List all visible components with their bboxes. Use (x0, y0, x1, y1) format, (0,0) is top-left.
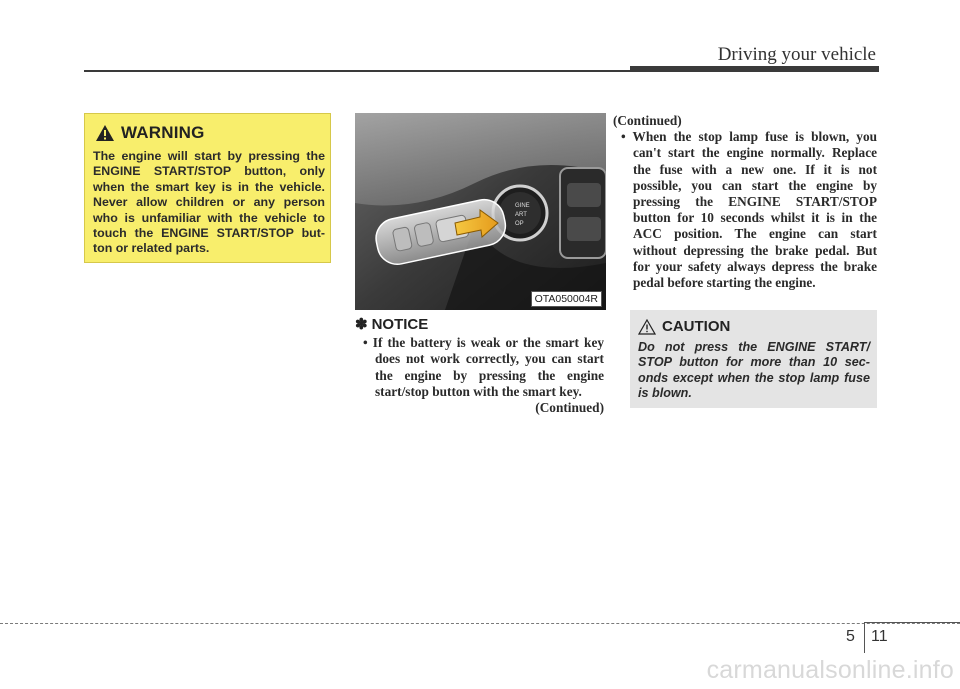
notice-heading (355, 315, 428, 333)
photo-caption: OTA050004R (531, 291, 602, 307)
caution-text: Do not press the ENGINE START/ STOP button for more than 10 sec- onds except when the stop lamp fuse is blown. (638, 340, 870, 401)
button-label-line-1: GINE (515, 203, 530, 209)
header-rule-accent (630, 66, 879, 71)
notice-bullet: • If the battery is weak or the smart key does not work correctly, you can start the engine by pressing the engine start/stop button with the smart key. (363, 335, 604, 399)
right-column-bullet-text: When the stop lamp fuse is blown, you can't start the engine normally. Replace the fuse with a new one. If it is not possible, you can start the engine by pressing the ENGINE START/STOP button for 10 seconds whilst it is in the ACC position. The engine can start without depressing the brake pedal. But for your safety always depress the brake pedal before starting the engine. (632, 129, 877, 291)
notice-symbol-icon: ✽ (355, 316, 368, 333)
warning-text: The engine will start by pressing the ENGINE START/STOP button, only when the smart key is in the vehicle. Never allow children or any person who is unfamiliar with the vehicle to touch the ENGINE START/STOP but- ton or related parts. (93, 149, 325, 256)
right-column-bullet: • When the stop lamp fuse is blown, you can't start the engine normally. Replace the fuse with a new one. If it is not possible, you can start the engine by pressing the ENGINE START/STOP button for 10 seconds whilst it is in the ACC position. The engine can start without depressing the brake pedal. But for your safety always depress the brake pedal before starting the engine. (621, 129, 877, 291)
watermark: carmanualsonline.info (706, 656, 954, 684)
button-label-line-2: ART (515, 212, 527, 218)
warning-title: WARNING (121, 123, 205, 142)
right-column-text (613, 113, 877, 291)
right-column-continued: (Continued) (613, 113, 682, 128)
notice-title: NOTICE (371, 315, 429, 333)
caution-box (630, 310, 877, 408)
warning-triangle-icon (95, 124, 115, 142)
footer-rule (0, 623, 960, 624)
page-header-title: Driving your vehicle (717, 44, 876, 65)
caution-triangle-icon (638, 319, 656, 335)
warning-box (84, 113, 331, 263)
button-label-line-3: OP (515, 221, 524, 227)
caution-heading (638, 318, 730, 335)
warning-heading (95, 123, 205, 143)
smart-key-illustration (355, 113, 606, 310)
notice-continued: (Continued) (535, 400, 604, 416)
notice-body (355, 335, 604, 416)
page-number: 11 (871, 628, 888, 645)
smart-key-photo (355, 113, 606, 310)
chapter-number: 5 (846, 628, 855, 645)
footer-rule-accent (864, 622, 960, 623)
caution-title: CAUTION (662, 318, 731, 335)
page-number-divider (864, 623, 865, 653)
notice-bullet-text: If the battery is weak or the smart key does not work correctly, you can start the engine by pressing the engine start/stop button with the smart key. (372, 335, 604, 399)
